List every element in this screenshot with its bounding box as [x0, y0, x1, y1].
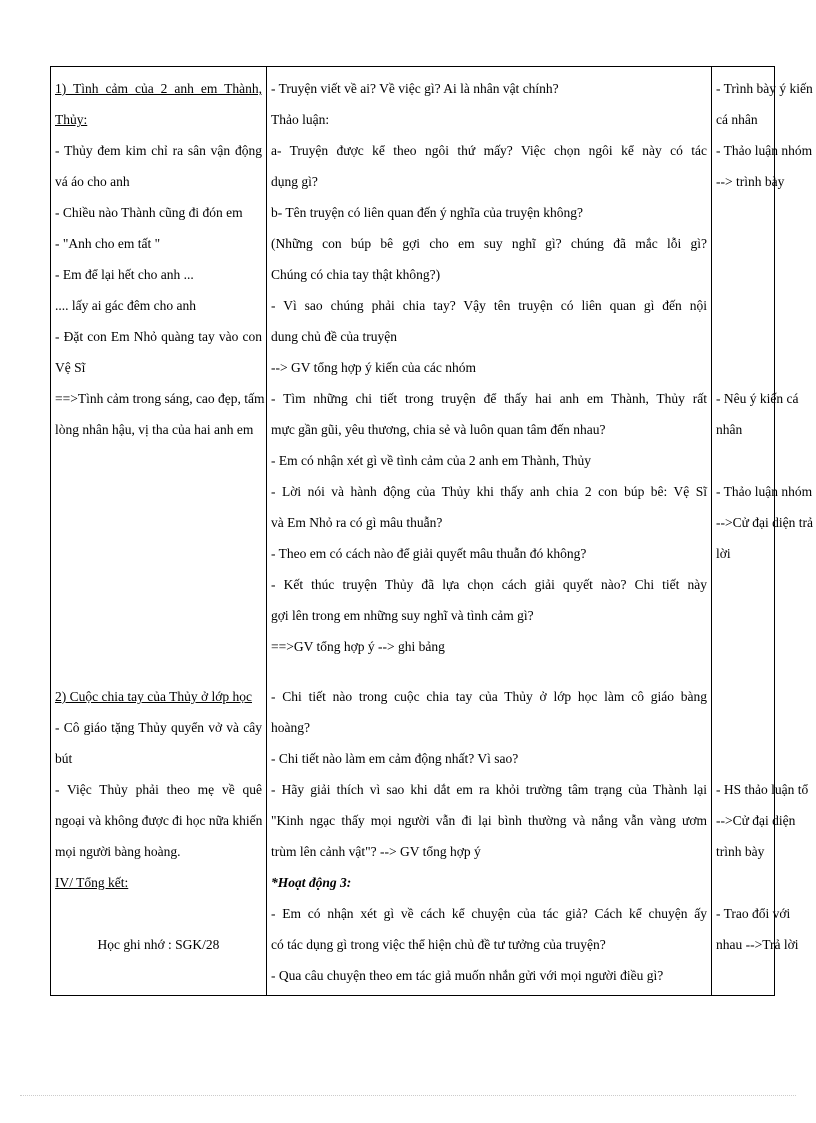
- content-line: - Tìm những chi tiết trong truyện để thấy hai anh em Thành, Thủy rất: [271, 391, 707, 406]
- content-line: - Hãy giải thích vì sao khi dắt em ra khỏi trường tâm trạng của Thành lại: [271, 782, 707, 797]
- content-line: - Chi tiết nào làm em cảm động nhất? Vì sao?: [271, 751, 519, 766]
- content-line: - "Anh cho em tất ": [55, 236, 161, 251]
- content-line: - Kết thúc truyện Thủy đã lựa chọn cách giải quyết nào? Chi tiết này: [271, 577, 707, 592]
- content-line: - Em có nhận xét gì về cách kể chuyện của tác giả? Cách kể chuyện ấy: [271, 906, 707, 921]
- content-line: hoàng?: [271, 720, 310, 735]
- content-line: Chúng có chia tay thật không?): [271, 267, 441, 282]
- content-line: .... lấy ai gác đêm cho anh: [55, 298, 196, 313]
- content-line: --> trình bày: [716, 174, 785, 189]
- content-line: - Thủy đem kim chỉ ra sân vận động: [55, 143, 262, 158]
- content-line: - Chiều nào Thành cũng đi đón em: [55, 205, 243, 220]
- content-line: ==>GV tổng hợp ý --> ghi bảng: [271, 639, 445, 654]
- content-line: - Em để lại hết cho anh ...: [55, 267, 194, 282]
- content-line: trình bày: [716, 844, 765, 859]
- section-heading: 1) Tình cảm của 2 anh em Thành,: [55, 81, 262, 96]
- content-line: - Trình bày ý kiến: [716, 81, 813, 96]
- section-heading: Thủy:: [55, 112, 88, 127]
- content-line: dung chủ đề của truyện: [271, 329, 397, 344]
- content-line: ==>Tình cảm trong sáng, cao đẹp, tấm: [55, 391, 265, 406]
- content-line: dụng gì?: [271, 174, 318, 189]
- section-heading: 2) Cuộc chia tay của Thủy ở lớp học: [55, 689, 252, 704]
- content-line: - Lời nói và hành động của Thủy khi thấy anh chia 2 con búp bê: Vệ Sĩ: [271, 484, 707, 499]
- content-line: - HS thảo luận tổ: [716, 782, 809, 797]
- content-line: - Chi tiết nào trong cuộc chia tay của Thủy ở lớp học làm cô giáo bàng: [271, 689, 707, 704]
- content-line: nhân: [716, 422, 743, 437]
- content-line: - Trao đổi với: [716, 906, 791, 921]
- content-line: b- Tên truyện có liên quan đến ý nghĩa của truyện không?: [271, 205, 584, 220]
- content-line: - Đặt con Em Nhỏ quàng tay vào con: [55, 329, 262, 344]
- section-heading: IV/ Tổng kết:: [55, 875, 129, 890]
- content-line: mọi người bàng hoàng.: [55, 844, 181, 859]
- content-line: - Truyện viết về ai? Về việc gì? Ai là nhân vật chính?: [271, 81, 559, 96]
- content-line: - Em có nhận xét gì về tình cảm của 2 anh em Thành, Thủy: [271, 453, 592, 468]
- content-line: trùm lên cảnh vật"? --> GV tổng hợp ý: [271, 844, 481, 859]
- content-line: nhau -->Trả lời: [716, 937, 799, 952]
- content-line: -->Cử đại diện: [716, 813, 796, 828]
- content-line: --> GV tổng hợp ý kiến của các nhóm: [271, 360, 476, 375]
- content-line: Thảo luận:: [271, 112, 330, 127]
- content-line: "Kinh ngạc thấy mọi người vẫn đi lại bình thường và nắng vẫn vàng ươm: [271, 813, 707, 828]
- content-line: - Qua câu chuyện theo em tác giả muốn nhắn gửi với mọi người điều gì?: [271, 968, 664, 983]
- content-line: lòng nhân hậu, vị tha của hai anh em: [55, 422, 254, 437]
- content-line: - Vì sao chúng phải chia tay? Vậy tên truyện có liên quan gì đến nội: [271, 298, 707, 313]
- content-line: gợi lên trong em những suy nghĩ và tình cảm gì?: [271, 608, 534, 623]
- lesson-table: [50, 66, 814, 996]
- content-column: [51, 67, 267, 995]
- content-line: -->Cử đại diện trả: [716, 515, 814, 530]
- content-line: ngoại và không được đi học nữa khiến: [55, 813, 263, 828]
- content-line: cá nhân: [716, 112, 758, 127]
- content-line: - Cô giáo tặng Thủy quyển vở và cây: [55, 720, 262, 735]
- student-column: [712, 67, 814, 995]
- content-line: (Những con búp bê gợi cho em suy nghĩ gì? chúng đã mắc lỗi gì?: [271, 236, 707, 251]
- activity-heading: *Hoạt động 3:: [271, 875, 352, 890]
- content-line: a- Truyện được kể theo ngôi thứ mấy? Việc chọn ngôi kể này có tác: [271, 143, 707, 158]
- content-line: mực gần gũi, yêu thương, chia sẻ và luôn quan tâm đến nhau?: [271, 422, 606, 437]
- content-line: - Việc Thủy phải theo mẹ về quê: [55, 782, 262, 797]
- content-line: - Nêu ý kiến cá: [716, 391, 799, 406]
- content-line: bút: [55, 751, 73, 766]
- content-line: Vệ Sĩ: [55, 360, 86, 375]
- page-footer-divider: [20, 1095, 796, 1096]
- content-line: có tác dụng gì trong việc thể hiện chủ đề tư tưởng của truyện?: [271, 937, 606, 952]
- content-line: - Theo em có cách nào để giải quyết mâu thuẫn đó không?: [271, 546, 587, 561]
- content-line: lời: [716, 546, 731, 561]
- activity-column: [267, 67, 712, 995]
- content-line: vá áo cho anh: [55, 174, 130, 189]
- content-line: Học ghi nhớ : SGK/28: [97, 937, 220, 952]
- content-line: và Em Nhỏ ra có gì mâu thuẫn?: [271, 515, 443, 530]
- content-line: - Thảo luận nhóm: [716, 484, 813, 499]
- content-line: - Thảo luận nhóm: [716, 143, 813, 158]
